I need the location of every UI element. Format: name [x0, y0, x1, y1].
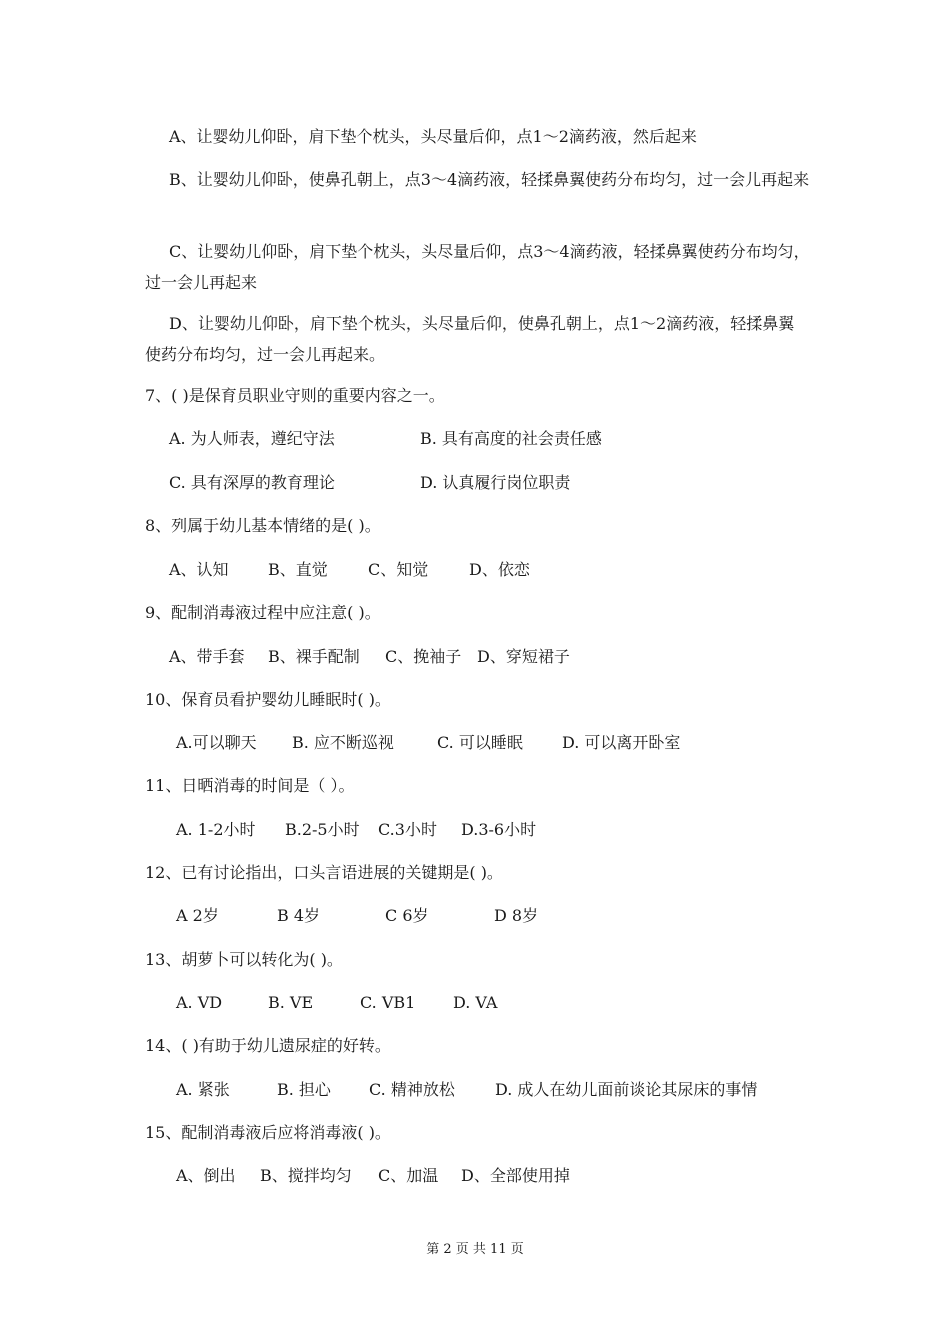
q11-option-c: C.3小时 — [378, 820, 437, 839]
q14-option-d: D. 成人在幼儿面前谈论其尿床的事情 — [495, 1080, 758, 1099]
q13-option-b: B. VE — [268, 993, 314, 1012]
page-number-footer: 第 2 页 共 11 页 — [426, 1242, 524, 1257]
q13-stem: 13、胡萝卜可以转化为( )。 — [145, 950, 343, 969]
q15-stem: 15、配制消毒液后应将消毒液( )。 — [145, 1123, 391, 1142]
q14-option-c: C. 精神放松 — [369, 1080, 455, 1099]
q10-stem: 10、保育员看护婴幼儿睡眠时( )。 — [145, 690, 391, 709]
q6-option-c: C、让婴幼儿仰卧，肩下垫个枕头，头尽量后仰，点3～4滴药液，轻揉鼻翼使药分布均匀，过一会儿再起来 — [145, 242, 810, 292]
q12-option-a: A 2岁 — [176, 906, 219, 925]
q9-option-d: D、穿短裙子 — [477, 647, 570, 666]
q12-option-c: C 6岁 — [385, 906, 429, 925]
q9-stem: 9、配制消毒液过程中应注意( )。 — [145, 603, 381, 622]
q15-option-b: B、搅拌均匀 — [260, 1166, 352, 1185]
q10-option-b: B. 应不断巡视 — [292, 733, 394, 752]
q6-option-d: D、让婴幼儿仰卧，肩下垫个枕头，头尽量后仰，使鼻孔朝上，点1～2滴药液，轻揉鼻翼使药分布均匀，过一会儿再起来。 — [145, 314, 795, 364]
q6-option-a: A、让婴幼儿仰卧，肩下垫个枕头，头尽量后仰，点1～2滴药液，然后起来 — [169, 127, 697, 146]
q11-option-a: A. 1-2小时 — [176, 820, 256, 839]
q7-option-c: C. 具有深厚的教育理论 — [169, 473, 335, 492]
q10-option-c: C. 可以睡眠 — [437, 733, 523, 752]
q8-option-d: D、依恋 — [469, 560, 530, 579]
q8-option-b: B、直觉 — [268, 560, 328, 579]
q9-option-a: A、带手套 — [169, 647, 245, 666]
q13-option-c: C. VB1 — [360, 993, 416, 1012]
q14-option-a: A. 紧张 — [176, 1080, 230, 1099]
q8-option-a: A、认知 — [169, 560, 229, 579]
q13-option-d: D. VA — [453, 993, 498, 1012]
q11-stem: 11、日晒消毒的时间是（ ）。 — [145, 776, 355, 795]
q15-option-d: D、全部使用掉 — [461, 1166, 570, 1185]
q11-option-d: D.3-6小时 — [461, 820, 537, 839]
q10-option-d: D. 可以离开卧室 — [562, 733, 681, 752]
q8-stem: 8、列属于幼儿基本情绪的是( )。 — [145, 516, 381, 535]
q6-option-b: B、让婴幼儿仰卧，使鼻孔朝上，点3～4滴药液，轻揉鼻翼使药分布均匀，过一会儿再起来 — [169, 170, 810, 189]
q14-option-b: B. 担心 — [277, 1080, 331, 1099]
q12-stem: 12、已有讨论指出，口头言语进展的关键期是( )。 — [145, 863, 503, 882]
q13-option-a: A. VD — [176, 993, 223, 1012]
q11-option-b: B.2-5小时 — [285, 820, 360, 839]
q12-option-d: D 8岁 — [494, 906, 539, 925]
q7-option-b: B. 具有高度的社会责任感 — [420, 429, 602, 448]
q7-option-a: A. 为人师表，遵纪守法 — [169, 429, 335, 448]
q9-option-c: C、挽袖子 — [385, 647, 462, 666]
q8-option-c: C、知觉 — [368, 560, 429, 579]
q9-option-b: B、裸手配制 — [268, 647, 360, 666]
q7-stem: 7、( )是保育员职业守则的重要内容之一。 — [145, 386, 445, 405]
q15-option-a: A、倒出 — [176, 1166, 236, 1185]
q10-option-a: A.可以聊天 — [176, 733, 257, 752]
q12-option-b: B 4岁 — [277, 906, 321, 925]
q14-stem: 14、( )有助于幼儿遗尿症的好转。 — [145, 1036, 391, 1055]
q7-option-d: D. 认真履行岗位职责 — [420, 473, 571, 492]
q15-option-c: C、加温 — [378, 1166, 439, 1185]
